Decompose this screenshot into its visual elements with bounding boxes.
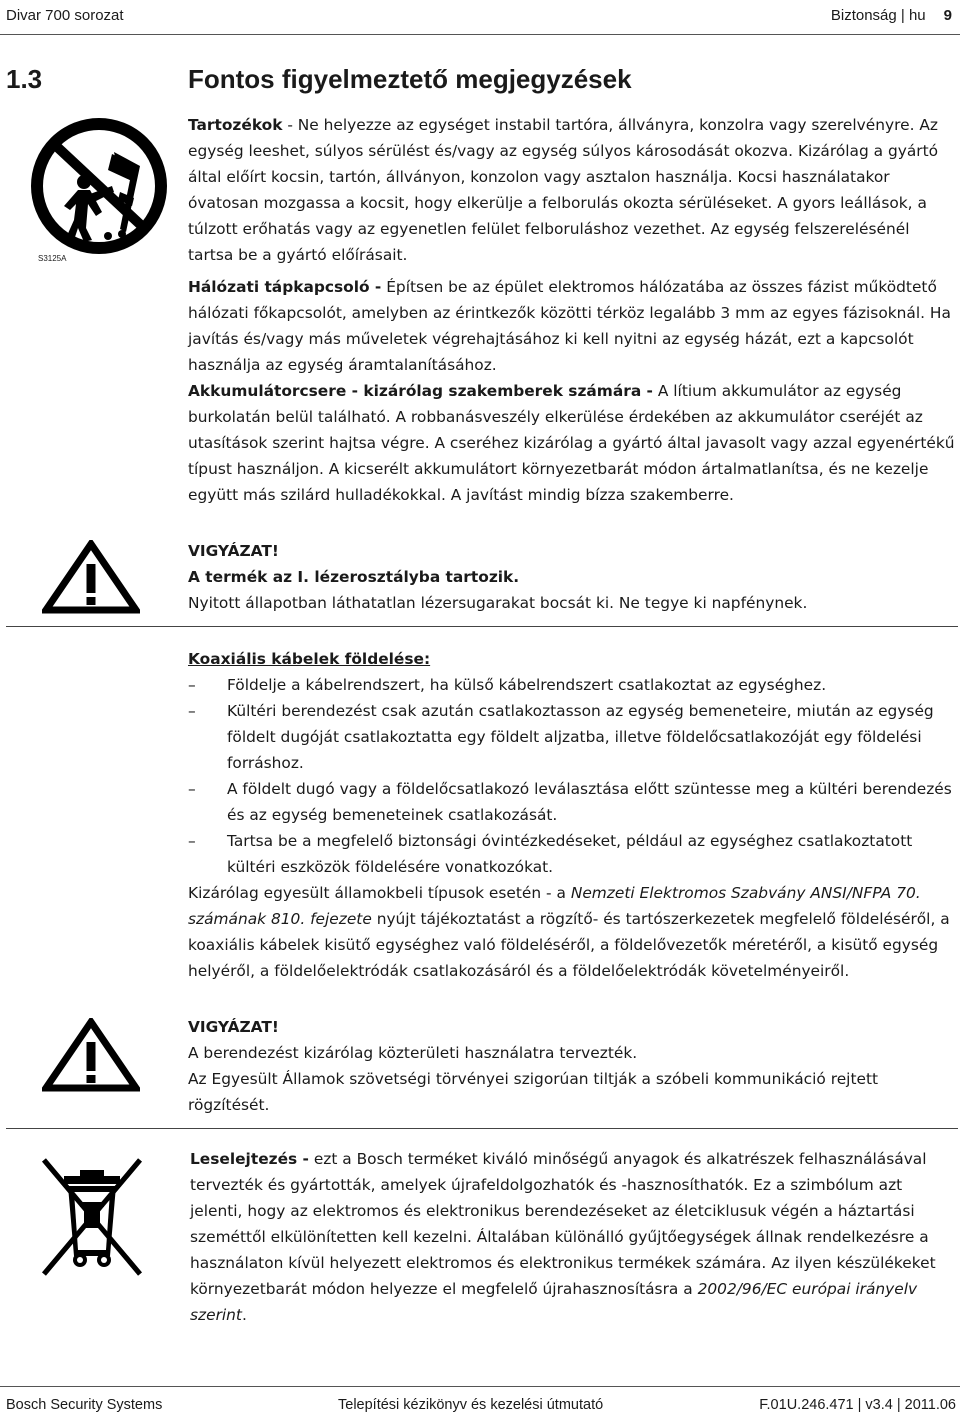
caution-laser-text: Nyitott állapotban láthatatlan lézersugarakat bocsát ki. Ne tegye ki napfénynek.: [188, 594, 808, 612]
list-item: – A földelt dugó vagy a földelőcsatlakozó leválasztása előtt szüntesse meg a kültéri berendezés és az egység bemeneteinek csatlakozását.: [188, 780, 952, 824]
section-number: 1.3: [6, 64, 43, 94]
caution-laser-subtitle: A termék az I. lézerosztályba tartozik.: [188, 568, 520, 586]
mains-paragraph: [188, 274, 956, 378]
caution-recording-line2: Az Egyesült Államok szövetségi törvényei szigorúan tiltják a szóbeli kommunikáció rejtett rögzítését.: [188, 1070, 879, 1114]
section-title: Fontos figyelmeztető megjegyzések: [188, 64, 632, 94]
coax-title: Koaxiális kábelek földelése:: [188, 650, 431, 668]
cart-icon-label: S3125A: [38, 254, 67, 263]
coax-block: [188, 646, 956, 984]
divider: [6, 626, 958, 627]
directive-reference: 2002/96/EC európai irányelv szerint: [190, 1280, 918, 1324]
battery-text: A lítium akkumulátor az egység burkolatán belül található. A robbanásveszély elkerülése érdekében az akkumulátor cseréjét az utasítások szerint hajtsa végre. A cseréhez kizárólag a gyártó által javasolt vagy azzal egyenértékű típust használjon. A kicserélt akkumulátort környezetbarát módon ártalmatlanítsa, és ne kezelje együtt más szilárd hulladékokkal. A javítást mindig bízza szakemberre.: [188, 382, 955, 504]
header-series: Divar 700 sorozat: [6, 7, 124, 24]
page-footer: [0, 1386, 960, 1415]
page-number: 9: [943, 7, 952, 24]
list-item: – Kültéri berendezést csak azután csatlakoztasson az egység bemeneteire, miután az egység földelt dugóját csatlakoztatta egy földelt aljzatba, illetve földelőcsatlakozóját egy földelési forráshoz.: [188, 702, 934, 772]
header-section: Biztonság | hu: [830, 7, 926, 24]
caution-laser: [188, 538, 956, 616]
accessories-text: - Ne helyezze az egységet instabil tartóra, állványra, konzolra vagy szerelvényre. Az egység leeshet, súlyos sérülést és/vagy az egység súlyos károsodását okozva. Kizárólag a gyártó által előírt kocsin, tartón, állványon, konzolon vagy asztalon használja. Kocsi használatakor óvatosan mozgassa a kocsit, hogy elkerülje a felborulás okozta sérüléseket. A gyors leállások, a túlzott erőhatás vagy az egyenetlen felület felboruláshoz vezethet. Az egység felszerelésénél tartsa be a gyártó előírásait.: [188, 116, 939, 264]
caution-recording-title: VIGYÁZAT!: [188, 1018, 279, 1036]
caution-recording-line1: A berendezést kizárólag közterületi használatra tervezték.: [188, 1044, 638, 1062]
warning-triangle-icon: [42, 1018, 140, 1092]
footer-company: Bosch Security Systems: [6, 1397, 163, 1413]
disposal-paragraph: Leselejtezés - ezt a Bosch terméket kiváló minőségű anyagok és alkatrészek felhasználásával tervezték és gyártották, amelyek újrafeldolgozhatók és -hasznosíthatók. Ez a szimbólum azt jelenti, hogy az elektromos és elektronikus berendezéseket az életciklusuk végén a háztartási szeméttől elkülönítetten kell kezelni. Általában különálló gyűjtőegységek állnak rendelkezésre a használaton kívül helyezett elektromos és elektronikus termékek számára. Az ilyen készülékeket környezetbarát módon helyezze el megfelelő újrahasznosításra a 2002/96/EC európai irányelv szerint.: [190, 1150, 936, 1324]
header-right: [831, 7, 952, 24]
crossed-bin-icon: [40, 1156, 144, 1278]
disposal-block: [190, 1146, 954, 1328]
mains-label: Hálózati tápkapcsoló -: [188, 278, 382, 296]
caution-recording: [188, 1014, 956, 1118]
battery-paragraph: [188, 378, 956, 508]
standard-reference: Nemzeti Elektromos Szabvány ANSI/NFPA 70. számának 810. fejezete: [188, 884, 921, 928]
disposal-label: Leselejtezés -: [190, 1150, 309, 1168]
list-item: – Földelje a kábelrendszert, ha külső kábelrendszert csatlakoztat az egységhez.: [188, 676, 827, 694]
footer-reference: F.01U.246.471 | v3.4 | 2011.06: [759, 1397, 956, 1413]
accessories-paragraph: [188, 112, 956, 268]
warning-triangle-icon: [42, 540, 140, 614]
footer-document: Telepítési kézikönyv és kezelési útmutató: [338, 1397, 604, 1413]
battery-label: Akkumulátorcsere - kizárólag szakemberek számára -: [188, 382, 653, 400]
list-item: – Tartsa be a megfelelő biztonsági óvintézkedéseket, például az egységhez csatlakoztatott kültéri eszközök földelésére vonatkozókat.: [188, 832, 913, 876]
cart-tipover-icon: [26, 116, 172, 262]
divider: [6, 1128, 958, 1129]
warnings-block: [188, 112, 956, 508]
accessories-label: Tartozékok: [188, 116, 283, 134]
coax-paragraph: Kizárólag egyesült államokbeli típusok esetén - a Nemzeti Elektromos Szabvány ANSI/NFPA 70. számának 810. fejezete nyújt tájékoztatást a rögzítő- és tartószerkezetek megfelelő földeléséről, a koaxiális kábelek kisütő egységhez való földeléséről, a földelővezetők méretéről, a kisütő egység helyéről, a földelőelektródák csatlakozásáról és a földelőelektródák követelményeiről.: [188, 884, 950, 980]
caution-laser-title: VIGYÁZAT!: [188, 542, 279, 560]
page-header: [0, 0, 960, 35]
mains-text: Építsen be az épület elektromos hálózatába az összes fázist működtető hálózati főkapcsolót, amelyben az érintkezők közötti térköz legalább 3 mm az egyes fázisoknál. Ha javítás és/vagy más műveletek végrehajtásához ki kell nyitni az egység házát, ezt a kapcsolót használja az egység áramtalanításához.: [188, 278, 951, 374]
